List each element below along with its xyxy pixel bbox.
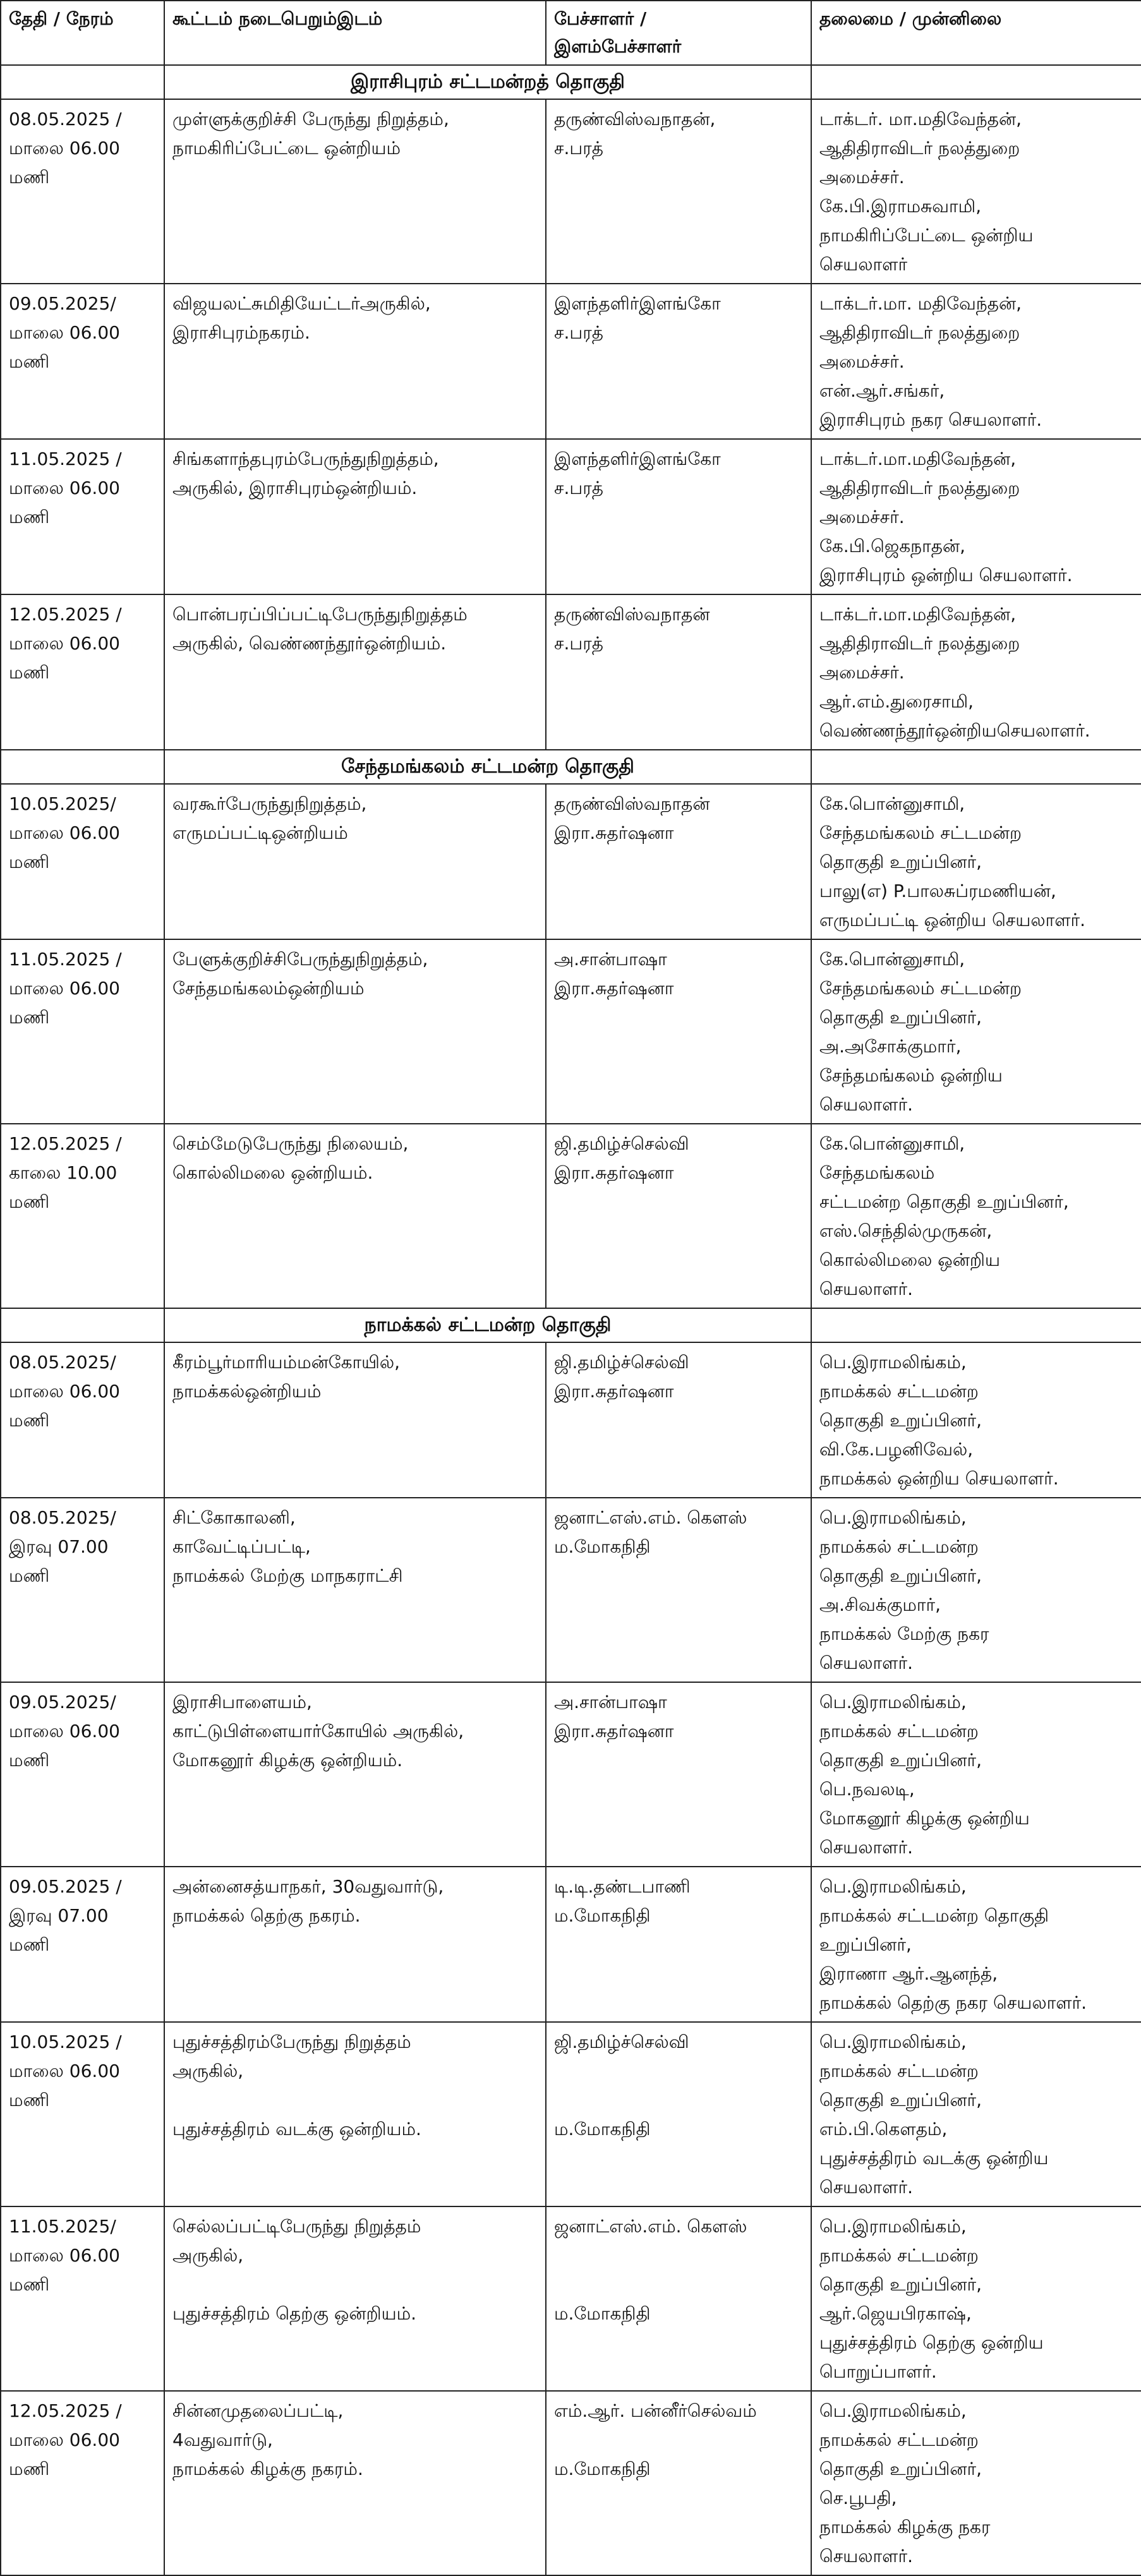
- cell-datetime: 10.05.2025/ மாலை 06.00 மணி: [1, 784, 164, 939]
- cell-chair: பெ.இராமலிங்கம், நாமக்கல் சட்டமன்ற தொகுதி உறுப்பினர், செ.பூபதி, நாமக்கல் கிழக்கு நகர செயலாளர்.: [811, 2391, 1141, 2575]
- cell-speakers: இளந்தளிர்இளங்கோ ச.பரத்: [546, 439, 811, 594]
- cell-datetime: 10.05.2025 / மாலை 06.00 மணி: [1, 2022, 164, 2206]
- cell-chair: பெ.இராமலிங்கம், நாமக்கல் சட்டமன்ற தொகுதி உறுப்பினர், வி.கே.பழனிவேல், நாமக்கல் ஒன்றிய செயலாளர்.: [811, 1342, 1141, 1498]
- cell-chair: கே.பொன்னுசாமி, சேந்தமங்கலம் சட்டமன்ற தொகுதி உறுப்பினர், பாலு(எ) P.பாலசுப்ரமணியன், எருமப்பட்டி ஒன்றிய செயலாளர்.: [811, 784, 1141, 939]
- cell-datetime: 12.05.2025 / காலை 10.00 மணி: [1, 1124, 164, 1308]
- table-row: [1, 939, 1141, 1124]
- cell-datetime: 12.05.2025 / மாலை 06.00 மணி: [1, 2391, 164, 2575]
- section-spacer: [811, 750, 1141, 784]
- cell-datetime: 08.05.2025 / மாலை 06.00 மணி: [1, 99, 164, 284]
- cell-speakers: தருண்விஸ்வநாதன், ச.பரத்: [546, 99, 811, 284]
- header-datetime: தேதி / நேரம்: [1, 1, 164, 65]
- table-row: [1, 1124, 1141, 1308]
- cell-venue: செல்லப்பட்டிபேருந்து நிறுத்தம் அருகில், புதுச்சத்திரம் தெற்கு ஒன்றியம்.: [164, 2206, 546, 2391]
- cell-datetime: 11.05.2025 / மாலை 06.00 மணி: [1, 439, 164, 594]
- cell-datetime: 08.05.2025/ மாலை 06.00 மணி: [1, 1342, 164, 1498]
- header-chair: தலைமை / முன்னிலை: [811, 1, 1141, 65]
- cell-venue: பேளுக்குறிச்சிபேருந்துநிறுத்தம், சேந்தமங்கலம்ஒன்றியம்: [164, 939, 546, 1124]
- cell-speakers: ஜி.தமிழ்ச்செல்வி இரா.சுதர்ஷனா: [546, 1342, 811, 1498]
- cell-chair: டாக்டர்.மா.மதிவேந்தன், ஆதிதிராவிடர் நலத்துறை அமைச்சர். கே.பி.ஜெகநாதன், இராசிபுரம் ஒன்றிய செயலாளர்.: [811, 439, 1141, 594]
- table-row: [1, 1867, 1141, 2022]
- section-row: [1, 1308, 1141, 1342]
- header-row: [1, 1, 1141, 65]
- table-row: [1, 784, 1141, 939]
- cell-speakers: இளந்தளிர்இளங்கோ ச.பரத்: [546, 284, 811, 439]
- table-row: [1, 1498, 1141, 1682]
- cell-venue: கீரம்பூர்மாரியம்மன்கோயில், நாமக்கல்ஒன்றியம்: [164, 1342, 546, 1498]
- cell-chair: பெ.இராமலிங்கம், நாமக்கல் சட்டமன்ற தொகுதி உறுப்பினர், ஆர்.ஜெயபிரகாஷ், புதுச்சத்திரம் தெற்கு ஒன்றிய பொறுப்பாளர்.: [811, 2206, 1141, 2391]
- section-row: [1, 65, 1141, 99]
- header-venue: கூட்டம் நடைபெறும்இடம்: [164, 1, 546, 65]
- cell-venue: இராசிபாளையம், காட்டுபிள்ளையார்கோயில் அருகில், மோகனூர் கிழக்கு ஒன்றியம்.: [164, 1682, 546, 1867]
- cell-venue: விஜயலட்சுமிதியேட்டர்அருகில், இராசிபுரம்நகரம்.: [164, 284, 546, 439]
- table-row: [1, 2022, 1141, 2206]
- section-spacer: [811, 1308, 1141, 1342]
- cell-venue: சின்னமுதலைப்பட்டி, 4வதுவார்டு, நாமக்கல் கிழக்கு நகரம்.: [164, 2391, 546, 2575]
- section-spacer: [1, 65, 164, 99]
- cell-chair: கே.பொன்னுசாமி, சேந்தமங்கலம் சட்டமன்ற தொகுதி உறுப்பினர், எஸ்.செந்தில்முருகன், கொல்லிமலை ஒன்றிய செயலாளர்.: [811, 1124, 1141, 1308]
- cell-datetime: 09.05.2025 / இரவு 07.00 மணி: [1, 1867, 164, 2022]
- header-speakers: பேச்சாளர் / இளம்பேச்சாளர்: [546, 1, 811, 65]
- cell-speakers: எம்.ஆர். பன்னீர்செல்வம் ம.மோகநிதி: [546, 2391, 811, 2575]
- cell-chair: டாக்டர். மா.மதிவேந்தன், ஆதிதிராவிடர் நலத்துறை அமைச்சர். கே.பி.இராமசுவாமி, நாமகிரிப்பேட்டை ஒன்றிய செயலாளர்: [811, 99, 1141, 284]
- cell-venue: அன்னைசத்யாநகர், 30வதுவார்டு, நாமக்கல் தெற்கு நகரம்.: [164, 1867, 546, 2022]
- cell-venue: பொன்பரப்பிப்பட்டிபேருந்துநிறுத்தம் அருகில், வெண்ணந்தூர்ஒன்றியம்.: [164, 594, 546, 750]
- section-title: நாமக்கல் சட்டமன்ற தொகுதி: [164, 1308, 811, 1342]
- cell-venue: வரகூர்பேருந்துநிறுத்தம், எருமப்பட்டிஒன்றியம்: [164, 784, 546, 939]
- schedule-body: [1, 65, 1141, 2575]
- cell-datetime: 09.05.2025/ மாலை 06.00 மணி: [1, 284, 164, 439]
- cell-speakers: ஜி.தமிழ்ச்செல்வி ம.மோகநிதி: [546, 2022, 811, 2206]
- section-spacer: [1, 750, 164, 784]
- cell-chair: பெ.இராமலிங்கம், நாமக்கல் சட்டமன்ற தொகுதி உறுப்பினர், எம்.பி.கௌதம், புதுச்சத்திரம் வடக்கு ஒன்றிய செயலாளர்.: [811, 2022, 1141, 2206]
- table-row: [1, 284, 1141, 439]
- cell-datetime: 11.05.2025/ மாலை 06.00 மணி: [1, 2206, 164, 2391]
- section-spacer: [811, 65, 1141, 99]
- cell-venue: செம்மேடுபேருந்து நிலையம், கொல்லிமலை ஒன்றியம்.: [164, 1124, 546, 1308]
- table-row: [1, 1342, 1141, 1498]
- section-row: [1, 750, 1141, 784]
- cell-speakers: டி.டி.தண்டபாணி ம.மோகநிதி: [546, 1867, 811, 2022]
- cell-speakers: ஜனாட்எஸ்.எம். கௌஸ் ம.மோகநிதி: [546, 2206, 811, 2391]
- cell-speakers: தருண்விஸ்வநாதன் இரா.சுதர்ஷனா: [546, 784, 811, 939]
- cell-datetime: 08.05.2025/ இரவு 07.00 மணி: [1, 1498, 164, 1682]
- table-row: [1, 594, 1141, 750]
- cell-speakers: அ.சான்பாஷா இரா.சுதர்ஷனா: [546, 939, 811, 1124]
- cell-chair: டாக்டர்.மா. மதிவேந்தன், ஆதிதிராவிடர் நலத்துறை அமைச்சர். என்.ஆர்.சங்கர், இராசிபுரம் நகர செயலாளர்.: [811, 284, 1141, 439]
- section-title: சேந்தமங்கலம் சட்டமன்ற தொகுதி: [164, 750, 811, 784]
- table-row: [1, 2391, 1141, 2575]
- cell-chair: பெ.இராமலிங்கம், நாமக்கல் சட்டமன்ற தொகுதி உறுப்பினர், அ.சிவக்குமார், நாமக்கல் மேற்கு நகர செயலாளர்.: [811, 1498, 1141, 1682]
- section-title: இராசிபுரம் சட்டமன்றத் தொகுதி: [164, 65, 811, 99]
- cell-chair: கே.பொன்னுசாமி, சேந்தமங்கலம் சட்டமன்ற தொகுதி உறுப்பினர், அ.அசோக்குமார், சேந்தமங்கலம் ஒன்றிய செயலாளர்.: [811, 939, 1141, 1124]
- table-row: [1, 2206, 1141, 2391]
- cell-venue: சிட்கோகாலனி, காவேட்டிப்பட்டி, நாமக்கல் மேற்கு மாநகராட்சி: [164, 1498, 546, 1682]
- cell-speakers: ஜி.தமிழ்ச்செல்வி இரா.சுதர்ஷனா: [546, 1124, 811, 1308]
- cell-chair: பெ.இராமலிங்கம், நாமக்கல் சட்டமன்ற தொகுதி உறுப்பினர், பெ.நவலடி, மோகனூர் கிழக்கு ஒன்றிய செயலாளர்.: [811, 1682, 1141, 1867]
- cell-datetime: 12.05.2025 / மாலை 06.00 மணி: [1, 594, 164, 750]
- cell-datetime: 11.05.2025 / மாலை 06.00 மணி: [1, 939, 164, 1124]
- table-row: [1, 1682, 1141, 1867]
- section-spacer: [1, 1308, 164, 1342]
- table-row: [1, 439, 1141, 594]
- cell-datetime: 09.05.2025/ மாலை 06.00 மணி: [1, 1682, 164, 1867]
- cell-speakers: அ.சான்பாஷா இரா.சுதர்ஷனா: [546, 1682, 811, 1867]
- cell-venue: முள்ளுக்குறிச்சி பேருந்து நிறுத்தம், நாமகிரிப்பேட்டை ஒன்றியம்: [164, 99, 546, 284]
- cell-chair: டாக்டர்.மா.மதிவேந்தன், ஆதிதிராவிடர் நலத்துறை அமைச்சர். ஆர்.எம்.துரைசாமி, வெண்ணந்தூர்ஒன்றியசெயலாளர்.: [811, 594, 1141, 750]
- table-row: [1, 99, 1141, 284]
- cell-venue: புதுச்சத்திரம்பேருந்து நிறுத்தம் அருகில், புதுச்சத்திரம் வடக்கு ஒன்றியம்.: [164, 2022, 546, 2206]
- cell-venue: சிங்களாந்தபுரம்பேருந்துநிறுத்தம், அருகில், இராசிபுரம்ஒன்றியம்.: [164, 439, 546, 594]
- cell-speakers: ஜனாட்எஸ்.எம். கௌஸ் ம.மோகநிதி: [546, 1498, 811, 1682]
- cell-chair: பெ.இராமலிங்கம், நாமக்கல் சட்டமன்ற தொகுதி உறுப்பினர், இராணா ஆர்.ஆனந்த், நாமக்கல் தெற்கு நகர செயலாளர்.: [811, 1867, 1141, 2022]
- cell-speakers: தருண்விஸ்வநாதன் ச.பரத்: [546, 594, 811, 750]
